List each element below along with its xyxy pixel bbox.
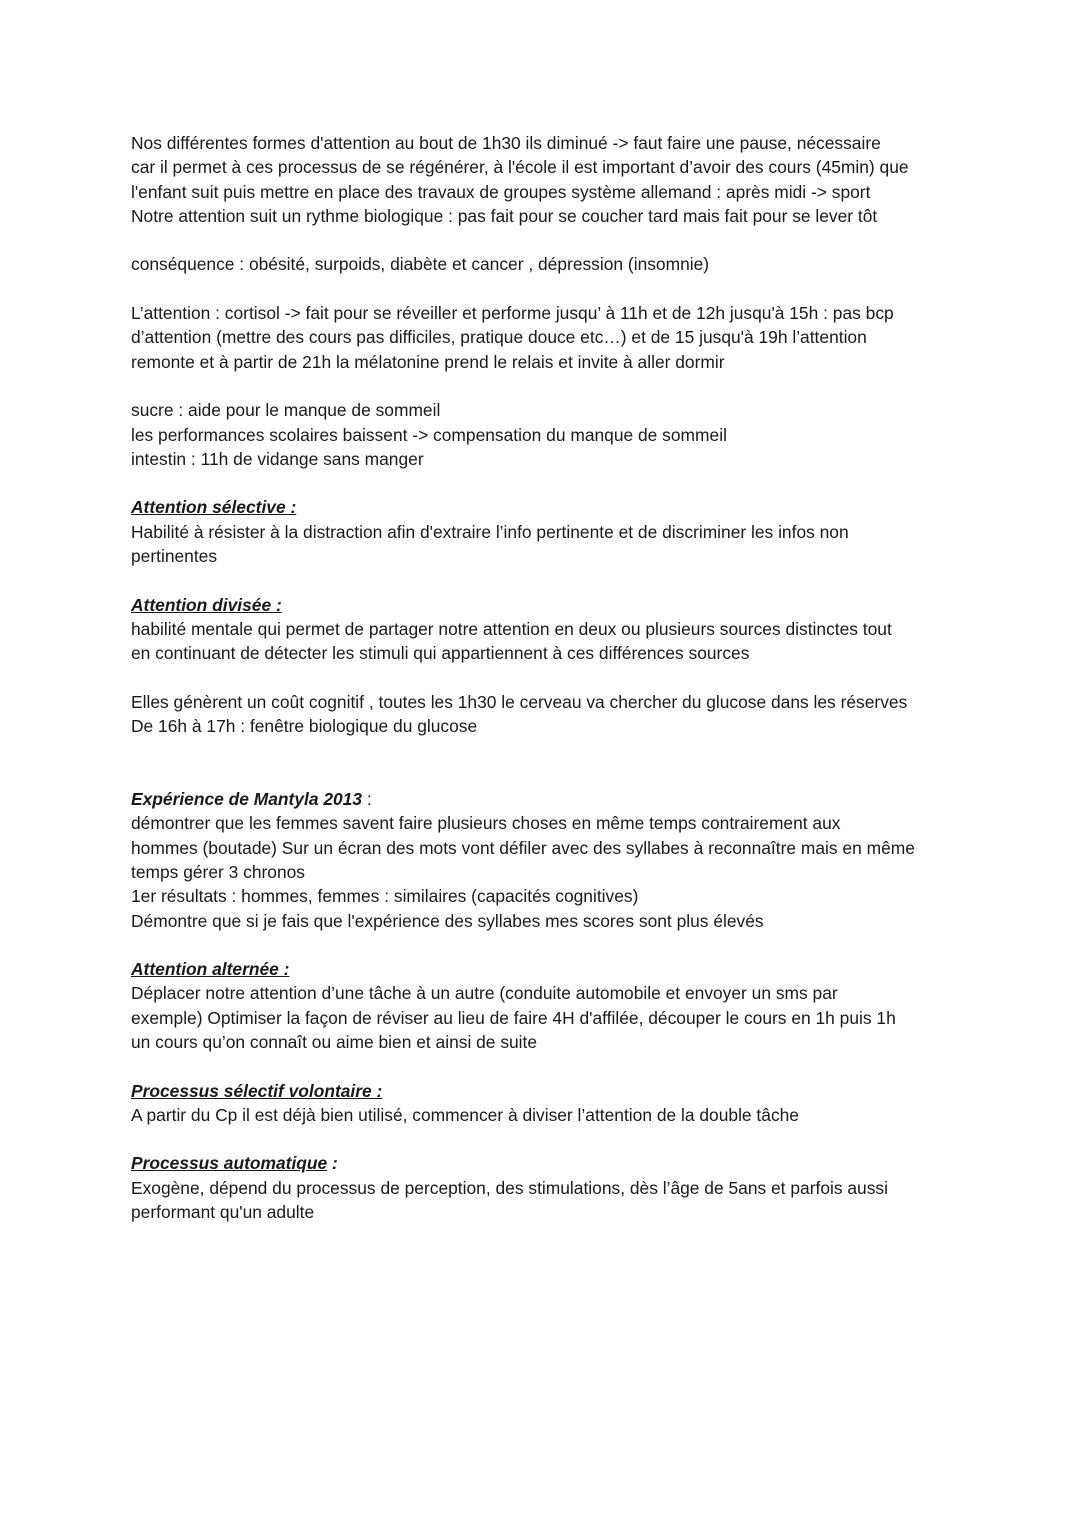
- text-line: intestin : 11h de vidange sans manger: [131, 448, 424, 469]
- text-line: Déplacer notre attention d’une tâche à un autre (conduite automobile et envoyer un sms par: [131, 983, 838, 1004]
- text-line: Démontre que si je fais que l'expérience des syllabes mes scores sont plus élevés: [131, 910, 764, 931]
- document-page: [131, 131, 961, 1224]
- text-line: De 16h à 17h : fenêtre biologique du glucose: [131, 716, 478, 737]
- text-line: en continuant de détecter les stimuli qui appartiennent à ces différences sources: [131, 643, 750, 664]
- section-heading: Expérience de Mantyla 2013: [131, 789, 363, 810]
- cognitive-cost-paragraph: [131, 690, 961, 739]
- text-line: A partir du Cp il est déjà bien utilisé, commencer à diviser l’attention de la double tâche: [131, 1104, 799, 1125]
- text-line: pertinentes: [131, 546, 218, 567]
- text-line: les performances scolaires baissent -> compensation du manque de sommeil: [131, 424, 727, 445]
- section-heading: Attention sélective :: [131, 497, 297, 518]
- text-line: d’attention (mettre des cours pas difficiles, pratique douce etc…) et de 15 jusqu'à 19h l’attention: [131, 327, 867, 348]
- text-line: sucre : aide pour le manque de sommeil: [131, 400, 441, 421]
- text-line: exemple) Optimiser la façon de réviser au lieu de faire 4H d'affilée, découper le cours en 1h puis 1h: [131, 1007, 896, 1028]
- section-heading-row: [131, 1151, 961, 1175]
- section-heading-row: [131, 787, 961, 811]
- text-line: habilité mentale qui permet de partager notre attention en deux ou plusieurs sources distinctes tout: [131, 618, 892, 639]
- heading-suffix: :: [362, 789, 372, 810]
- sleep-paragraph: [131, 398, 961, 471]
- text-line: démontrer que les femmes savent faire plusieurs choses en même temps contrairement aux: [131, 813, 841, 834]
- text-line: Exogène, dépend du processus de perception, des stimulations, dès l’âge de 5ans et parfois aussi: [131, 1177, 888, 1198]
- section-heading: Attention alternée :: [131, 959, 290, 980]
- text-line: Habilité à résister à la distraction afin d'extraire l’info pertinente et de discriminer les infos non: [131, 521, 849, 542]
- selective-attention-section: [131, 495, 961, 568]
- consequence-paragraph: [131, 252, 961, 276]
- text-line: un cours qu’on connaît ou aime bien et ainsi de suite: [131, 1031, 538, 1052]
- divided-attention-section: [131, 593, 961, 666]
- voluntary-process-section: [131, 1079, 961, 1128]
- text-line: conséquence : obésité, surpoids, diabète et cancer , dépression (insomnie): [131, 254, 710, 275]
- text-line: car il permet à ces processus de se régénérer, à l'école il est important d’avoir des cours (45min) que: [131, 157, 909, 178]
- section-heading: Processus sélectif volontaire :: [131, 1080, 383, 1101]
- text-line: 1er résultats : hommes, femmes : similaires (capacités cognitives): [131, 886, 639, 907]
- text-line: Nos différentes formes d'attention au bout de 1h30 ils diminué -> faut faire une pause, nécessaire: [131, 133, 881, 153]
- text-line: remonte et à partir de 21h la mélatonine prend le relais et invite à aller dormir: [131, 351, 725, 372]
- automatic-process-section: [131, 1151, 961, 1224]
- cortisol-paragraph: [131, 301, 961, 374]
- section-heading: Processus automatique: [131, 1153, 328, 1174]
- mantyla-experiment-section: [131, 787, 961, 933]
- text-line: L’attention : cortisol -> fait pour se réveiller et performe jusqu’ à 11h et de 12h jusqu'à 15h : pas bcp: [131, 303, 894, 324]
- text-line: hommes (boutade) Sur un écran des mots vont défiler avec des syllabes à reconnaître mais en même: [131, 837, 915, 858]
- text-line: Elles génèrent un coût cognitif , toutes les 1h30 le cerveau va chercher du glucose dans les réserves: [131, 691, 908, 712]
- text-line: Notre attention suit un rythme biologique : pas fait pour se coucher tard mais fait pour se lever tôt: [131, 205, 878, 226]
- text-line: temps gérer 3 chronos: [131, 861, 305, 882]
- heading-suffix: :: [327, 1153, 338, 1174]
- intro-paragraph: [131, 131, 961, 228]
- text-line: l'enfant suit puis mettre en place des travaux de groupes système allemand : après midi -> sport: [131, 181, 871, 202]
- alternating-attention-section: [131, 957, 961, 1054]
- section-heading: Attention divisée :: [131, 594, 282, 615]
- text-line: performant qu'un adulte: [131, 1202, 315, 1223]
